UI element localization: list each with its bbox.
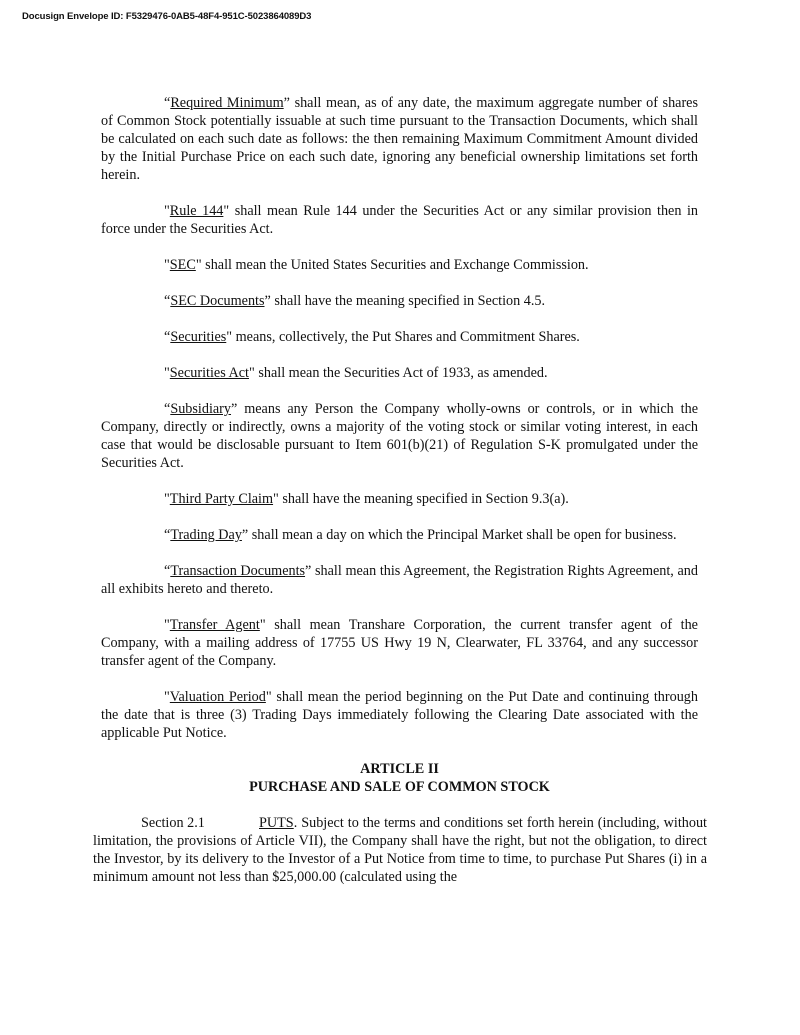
close-quote: ” [264,293,271,309]
close-quote: ” [305,563,312,579]
article-title: PURCHASE AND SALE OF COMMON STOCK [249,779,550,795]
open-quote: " [164,203,170,219]
definitions-list [101,94,698,742]
defined-term: Rule 144 [169,203,224,219]
open-quote: " [164,491,170,507]
defined-term: SEC Documents [170,293,265,309]
definition-text: shall mean this Agreement, the Registration Rights Agreement, and all exhibits hereto and thereto. [101,563,698,597]
open-quote: " [164,257,170,273]
close-quote: " [273,491,279,507]
open-quote: “ [164,563,171,579]
open-quote: " [164,617,170,633]
definition-text: shall mean, as of any date, the maximum aggregate number of shares of Common Stock potentially issuable at such time pursuant to the Transaction Documents, which shall be calculated on each such date as follows: the then remaining Maximum Commitment Amount divided by the Initial Purchase Price on each such date, ignoring any beneficial ownership limitations set forth herein. [101,95,698,183]
open-quote: “ [164,401,171,417]
article-heading [101,760,698,796]
close-quote: " [195,257,202,273]
definition-text: shall mean Transhare Corporation, the current transfer agent of the Company, with a mailing address of 17755 US Hwy 19 N, Clearwater, FL 33764, and any successor transfer agent of the Company. [101,617,698,669]
defined-term: SEC [169,257,196,273]
definition-paragraph [101,400,698,472]
close-quote: " [265,689,272,705]
definition-text: shall have the meaning specified in Section 4.5. [270,293,546,309]
defined-term: Required Minimum [170,95,284,111]
open-quote: “ [164,293,171,309]
definition-paragraph [101,292,698,310]
defined-term: Valuation Period [169,689,266,705]
section-text: . Subject to the terms and conditions set forth herein (including, without limitation, the provisions of Article VII), the Company shall have the right, but not the obligation, to direct the Investor, by its delivery to the Investor of a Put Notice from time to time, to purchase Put Shares (i) in a minimum amount not less than $25,000.00 (calculated using the [93,815,707,885]
definition-paragraph [101,94,698,184]
definition-paragraph [101,256,698,274]
definition-text: shall mean a day on which the Principal Market shall be open for business. [248,527,677,543]
open-quote: “ [164,329,171,345]
definition-paragraph [101,562,698,598]
envelope-id: Docusign Envelope ID: F5329476-0AB5-48F4-951C-5023864089D3 [22,11,312,22]
article-number: ARTICLE II [360,761,439,777]
open-quote: " [164,365,170,381]
defined-term: Trading Day [170,527,242,543]
definition-paragraph [101,202,698,238]
close-quote: ” [231,401,238,417]
definition-paragraph [101,328,698,346]
definition-text: means any Person the Company wholly-owns or controls, or in which the Company, directly or indirectly, owns a majority of the voting stock or similar voting interest, in each case that would be disclosable pursuant to Item 601(b)(21) of Regulation S-K promulgated under the Securities Act. [101,401,698,471]
close-quote: ” [241,527,249,543]
close-quote: ” [283,95,290,111]
defined-term: Securities Act [169,365,249,381]
close-quote: " [226,329,233,345]
definition-text: shall mean Rule 144 under the Securities Act or any similar provision then in force under the Securities Act. [101,203,698,237]
close-quote: " [259,617,266,633]
document-body [93,94,707,886]
definition-paragraph [101,526,698,544]
close-quote: " [223,203,230,219]
defined-term: Subsidiary [170,401,232,417]
defined-term: Securities [170,329,227,345]
definition-paragraph [101,364,698,382]
open-quote: “ [164,527,171,543]
definition-text: means, collectively, the Put Shares and Commitment Shares. [232,329,580,345]
definition-paragraph [101,616,698,670]
definition-paragraph [101,490,698,508]
open-quote: " [164,689,170,705]
defined-term: Third Party Claim [169,491,274,507]
open-quote: “ [164,95,171,111]
defined-term: Transfer Agent [169,617,260,633]
section-number: Section 2.1 [141,815,205,831]
definition-text: shall have the meaning specified in Section 9.3(a). [278,491,569,507]
defined-term: Transaction Documents [170,563,306,579]
definition-text: shall mean the United States Securities and Exchange Commission. [201,257,589,273]
definition-paragraph [101,688,698,742]
close-quote: " [249,365,255,381]
section-2-1 [93,814,707,886]
definition-text: shall mean the Securities Act of 1933, as amended. [254,365,548,381]
definition-text: shall mean the period beginning on the Put Date and continuing through the date that is three (3) Trading Days immediately following the Clearing Date associated with the applicable Put Notice. [101,689,698,741]
section-heading: PUTS [259,815,294,831]
